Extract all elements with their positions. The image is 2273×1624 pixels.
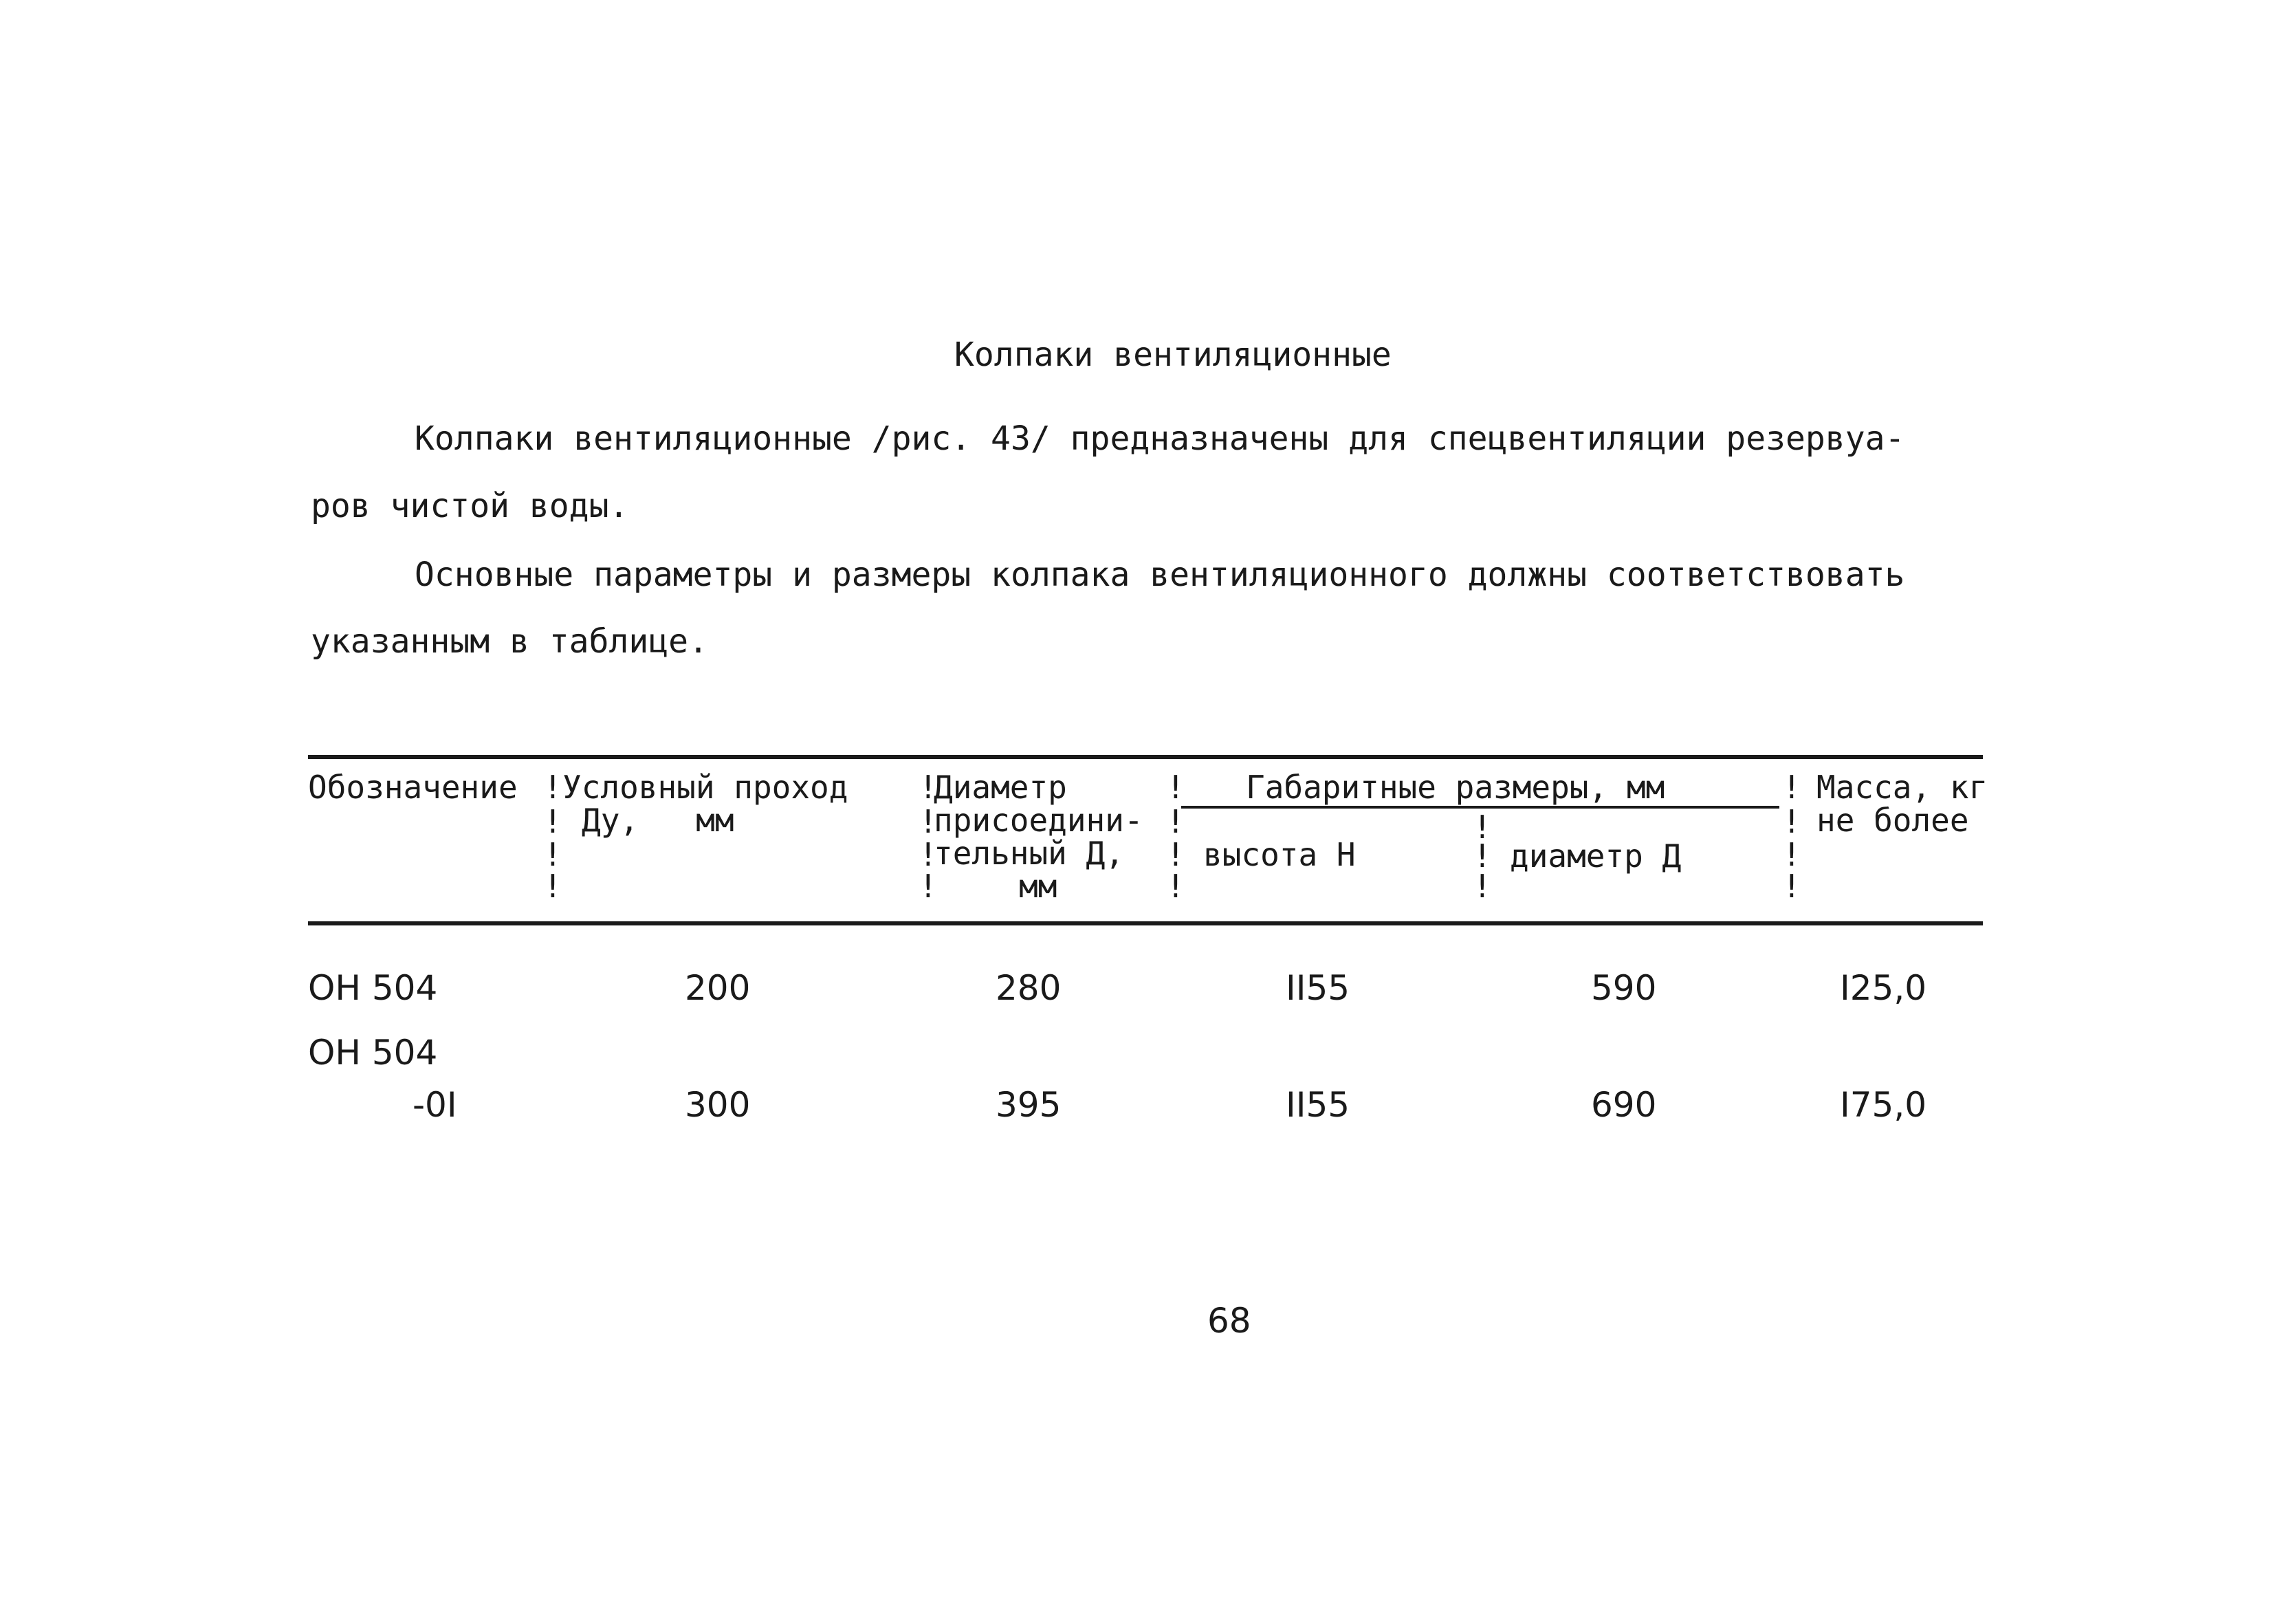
- header-diameter: диаметр Д: [1510, 837, 1682, 875]
- header-separator: !: [1782, 868, 1801, 905]
- paragraph-2-line-1: Основные параметры и размеры колпака вентиляционного должны соответствовать: [415, 556, 1905, 594]
- header-separator: !: [1782, 769, 1801, 806]
- table-top-rule: [308, 755, 1983, 759]
- header-conn-diameter-line-1: Диаметр: [934, 769, 1067, 806]
- header-separator: !: [919, 803, 938, 840]
- header-separator: !: [919, 868, 938, 905]
- header-separator: !: [543, 769, 562, 806]
- header-separator: !: [1166, 836, 1185, 873]
- header-separator: !: [1782, 803, 1801, 840]
- header-separator: !: [1166, 803, 1185, 840]
- header-separator: !: [919, 836, 938, 873]
- header-height: высота Н: [1203, 836, 1356, 873]
- paragraph-2-line-2: указанным в таблице.: [311, 622, 708, 661]
- header-bore-line-2: Ду, мм: [582, 802, 734, 839]
- header-conn-diameter-line-4: мм: [1019, 868, 1057, 905]
- paragraph-1-line-2: ров чистой воды.: [311, 487, 629, 525]
- row-1-bore: 200: [685, 968, 751, 1008]
- header-separator: !: [1473, 868, 1492, 905]
- header-separator: !: [543, 868, 562, 905]
- header-separator: !: [1473, 837, 1492, 875]
- section-title: Колпаки вентиляционные: [954, 336, 1392, 374]
- table-header-bottom-rule: [308, 921, 1983, 925]
- row-2-designation-suffix: -0I: [413, 1085, 457, 1125]
- header-separator: !: [543, 836, 562, 873]
- header-separator: !: [1166, 868, 1185, 905]
- header-separator: !: [543, 803, 562, 840]
- row-1-mass: I25,0: [1840, 968, 1927, 1008]
- header-separator: !: [1473, 809, 1492, 846]
- row-2-designation: ОН 504: [308, 1033, 438, 1073]
- page-number: 68: [1207, 1301, 1251, 1341]
- row-2-height: II55: [1286, 1085, 1350, 1125]
- header-overall-dimensions: Габаритные размеры, мм: [1246, 769, 1665, 806]
- row-2-bore: 300: [685, 1085, 751, 1125]
- header-bore-line-1: Условный проход: [562, 769, 848, 806]
- row-2-diameter: 690: [1591, 1085, 1657, 1125]
- header-mass-line-2: не более: [1816, 802, 1969, 839]
- header-separator: !: [1166, 769, 1185, 806]
- row-2-conn-diameter: 395: [996, 1085, 1062, 1125]
- row-1-diameter: 590: [1591, 968, 1657, 1008]
- header-conn-diameter-line-2: присоедини-: [934, 802, 1143, 839]
- header-conn-diameter-line-3: тельный Д,: [934, 835, 1124, 872]
- header-separator: !: [1782, 836, 1801, 873]
- header-mass-line-1: Масса, кг: [1816, 769, 1988, 806]
- row-1-height: II55: [1286, 968, 1350, 1008]
- paragraph-1-line-1: Колпаки вентиляционные /рис. 43/ предназначены для спецвентиляции резервуа-: [415, 419, 1905, 458]
- row-1-conn-diameter: 280: [996, 968, 1062, 1008]
- row-2-mass: I75,0: [1840, 1085, 1927, 1125]
- row-1-designation: ОН 504: [308, 968, 438, 1008]
- header-separator: !: [919, 769, 938, 806]
- header-designation: Обозначение: [308, 769, 518, 806]
